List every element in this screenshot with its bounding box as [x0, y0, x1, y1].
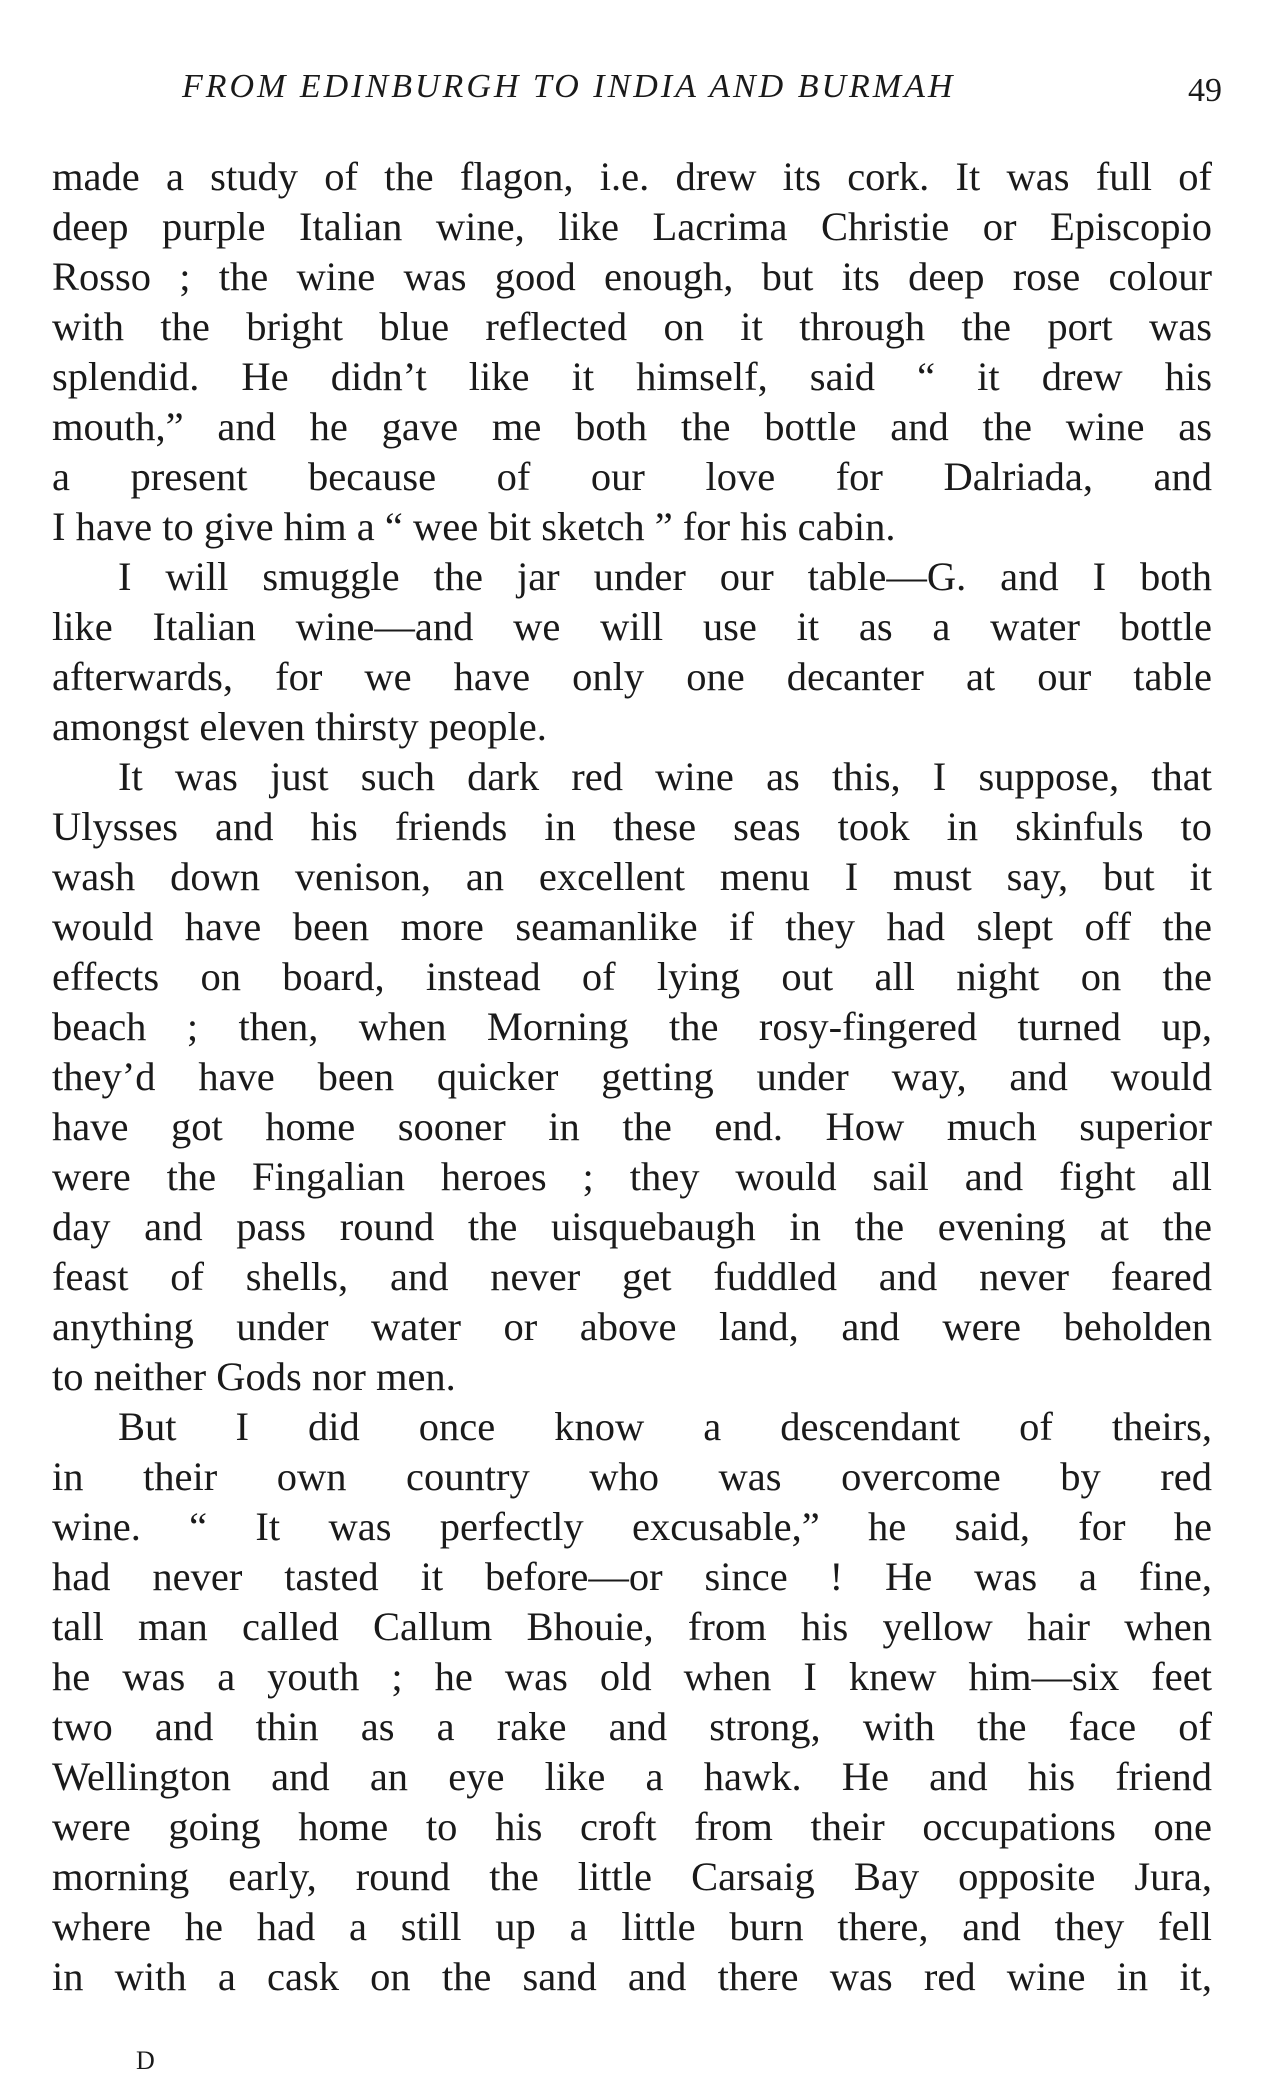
text-line: in their own country who was overcome by red: [52, 1454, 1212, 1499]
text-line: Wellington and an eye like a hawk. He and his friend: [52, 1754, 1212, 1799]
running-title: FROM EDINBURGH TO INDIA AND BURMAH: [182, 68, 956, 105]
paragraph-start-line: It was just such dark red wine as this, I suppose, that: [118, 754, 1212, 799]
text-line: would have been more seamanlike if they had slept off the: [52, 904, 1212, 949]
text-line: in with a cask on the sand and there was red wine in it,: [52, 1954, 1212, 1999]
text-line: amongst eleven thirsty people.: [52, 704, 547, 749]
text-line: tall man called Callum Bhouie, from his yellow hair when: [52, 1604, 1212, 1649]
text-line: were going home to his croft from their occupations one: [52, 1804, 1212, 1849]
text-line: Ulysses and his friends in these seas took in skinfuls to: [52, 804, 1212, 849]
text-line: Rosso ; the wine was good enough, but its deep rose colour: [52, 254, 1212, 299]
text-line: they’d have been quicker getting under way, and would: [52, 1054, 1212, 1099]
text-line: mouth,” and he gave me both the bottle and the wine as: [52, 404, 1212, 449]
page-header: [52, 62, 1222, 112]
text-line: a present because of our love for Dalriada, and: [52, 454, 1212, 499]
text-line: morning early, round the little Carsaig Bay opposite Jura,: [52, 1854, 1212, 1899]
text-line: wash down venison, an excellent menu I must say, but it: [52, 854, 1212, 899]
text-line: where he had a still up a little burn there, and they fell: [52, 1904, 1212, 1949]
text-line: anything under water or above land, and were beholden: [52, 1304, 1212, 1349]
page-number: 49: [1188, 72, 1222, 109]
text-line: like Italian wine—and we will use it as a water bottle: [52, 604, 1212, 649]
text-line: made a study of the flagon, i.e. drew its cork. It was full of: [52, 154, 1212, 199]
text-line: afterwards, for we have only one decanter at our table: [52, 654, 1212, 699]
text-line: deep purple Italian wine, like Lacrima Christie or Episcopio: [52, 204, 1212, 249]
text-line: had never tasted it before—or since ! He was a fine,: [52, 1554, 1212, 1599]
text-line: have got home sooner in the end. How much superior: [52, 1104, 1212, 1149]
body-text: [52, 152, 1212, 2002]
text-line: I have to give him a “ wee bit sketch ” for his cabin.: [52, 504, 896, 549]
text-line: were the Fingalian heroes ; they would sail and fight all: [52, 1154, 1212, 1199]
text-line: feast of shells, and never get fuddled and never feared: [52, 1254, 1212, 1299]
text-line: to neither Gods nor men.: [52, 1354, 456, 1399]
text-line: splendid. He didn’t like it himself, said “ it drew his: [52, 354, 1212, 399]
signature-mark: D: [136, 2046, 157, 2075]
paragraph-start-line: I will smuggle the jar under our table—G. and I both: [118, 554, 1212, 599]
paragraph-start-line: But I did once know a descendant of theirs,: [118, 1404, 1212, 1449]
text-line: wine. “ It was perfectly excusable,” he said, for he: [52, 1504, 1212, 1549]
text-line: with the bright blue reflected on it through the port was: [52, 304, 1212, 349]
text-line: he was a youth ; he was old when I knew him—six feet: [52, 1654, 1212, 1699]
text-line: day and pass round the uisquebaugh in the evening at the: [52, 1204, 1212, 1249]
text-line: two and thin as a rake and strong, with the face of: [52, 1704, 1212, 1749]
text-line: effects on board, instead of lying out all night on the: [52, 954, 1212, 999]
text-line: beach ; then, when Morning the rosy-fingered turned up,: [52, 1004, 1212, 1049]
